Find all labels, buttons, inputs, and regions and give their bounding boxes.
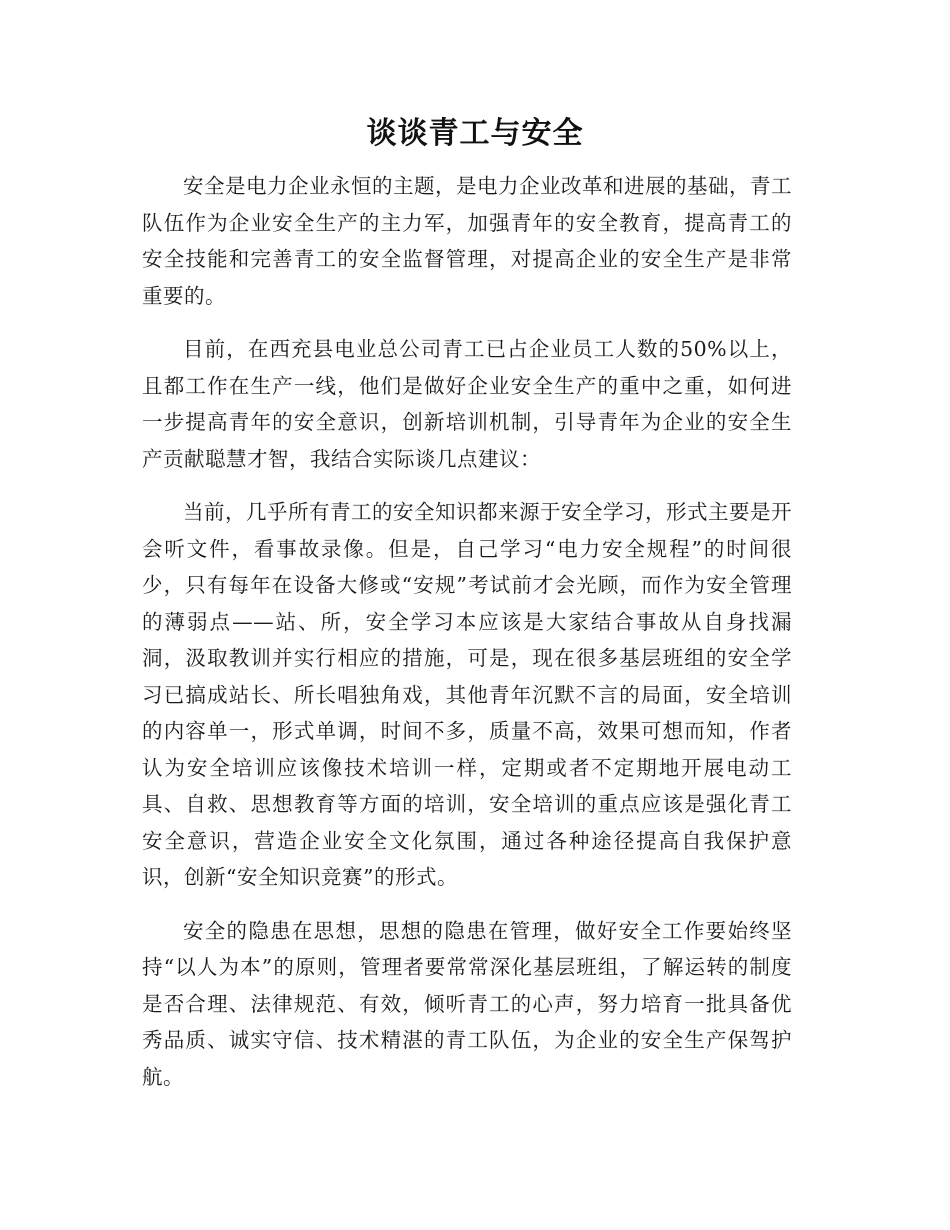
paragraph-1: 安全是电力企业永恒的主题，是电力企业改革和进展的基础，青工队伍作为企业安全生产的主力军，加强青年的安全教育，提高青工的安全技能和完善青工的安全监督管理，对提高企业的安全生产是非常重要的。 bbox=[142, 174, 792, 308]
paragraph-4: 安全的隐患在思想，思想的隐患在管理，做好安全工作要始终坚持“以人为本”的原则，管理者要常常深化基层班组，了解运转的制度是否合理、法律规范、有效，倾听青工的心声，努力培育一批具备优秀品质、诚实守信、技术精湛的青工队伍，为企业的安全生产保驾护航。 bbox=[142, 918, 792, 1089]
paragraph-2: 目前，在西充县电业总公司青工已占企业员工人数的50%以上，且都工作在生产一线，他们是做好企业安全生产的重中之重，如何进一步提高青年的安全意识，创新培训机制，引导青年为企业的安全生产贡献聪慧才智，我结合实际谈几点建议： bbox=[142, 337, 792, 471]
document-body bbox=[142, 168, 792, 1112]
document-title: 谈谈青工与安全 bbox=[366, 116, 584, 151]
paragraph-3: 当前，几乎所有青工的安全知识都来源于安全学习，形式主要是开会听文件，看事故录像。但是，自己学习“电力安全规程”的时间很少，只有每年在设备大修或“安规”考试前才会光顾，而作为安全管理的薄弱点——站、所，安全学习本应该是大家结合事故从自身找漏洞，汲取教训并实行相应的措施，可是，现在很多基层班组的安全学习已搞成站长、所长唱独角戏，其他青年沉默不言的局面，安全培训的内容单一，形式单调，时间不多，质量不高，效果可想而知，作者认为安全培训应该像技术培训一样，定期或者不定期地开展电动工具、自救、思想教育等方面的培训，安全培训的重点应该是强化青工安全意识，营造企业安全文化氛围，通过各种途径提高自我保护意识，创新“安全知识竞赛”的形式。 bbox=[142, 500, 792, 889]
